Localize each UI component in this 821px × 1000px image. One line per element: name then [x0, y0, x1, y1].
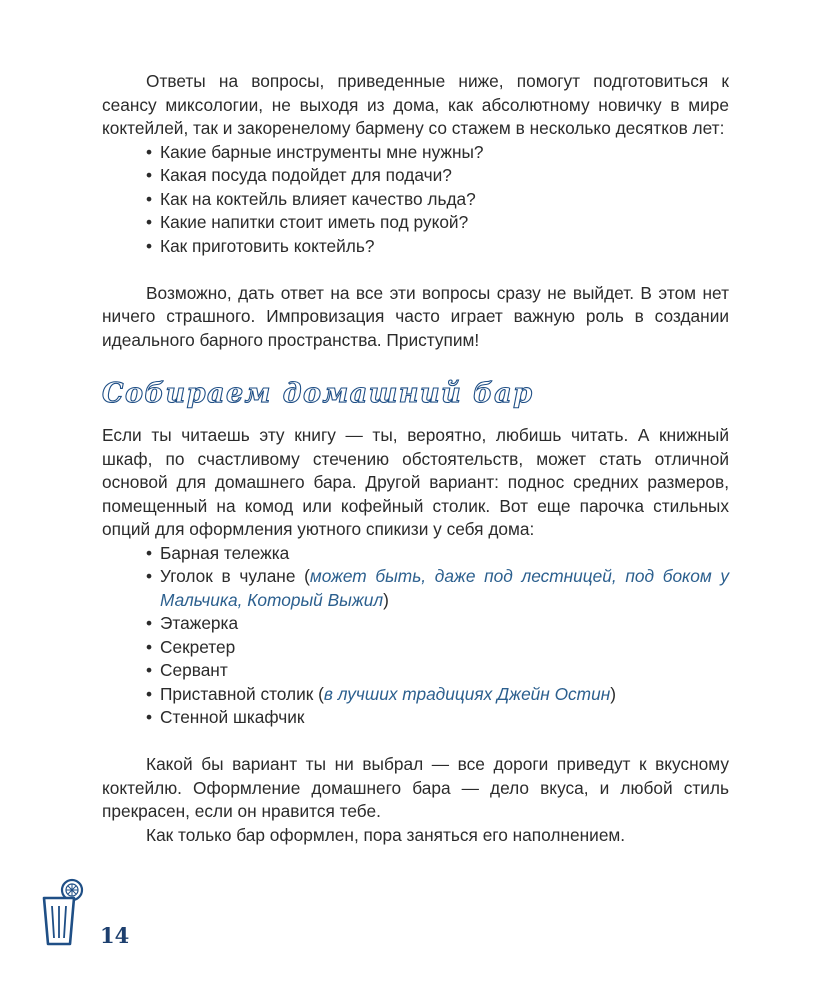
spacer	[102, 258, 729, 282]
list-item	[146, 565, 729, 612]
section-paragraph: Если ты читаешь эту книгу — ты, вероятно, любишь читать. А книжный шкаф, по счастливому стечению обстоятельств, может стать отличной основой для домашнего бара. Другой вариант: поднос средних размеров, помещенный на комод или кофейный столик. Вот еще парочка стильных опций для оформления уютного спикизи у себя дома:	[102, 425, 729, 539]
page-content	[102, 70, 729, 847]
section-heading	[102, 376, 729, 412]
cocktail-glass-icon	[38, 876, 88, 948]
option-text: Уголок в чулане (	[160, 566, 310, 586]
list-item	[146, 542, 729, 566]
list-item	[146, 612, 729, 636]
option-text: Приставной столик (	[160, 683, 324, 704]
option-note: может быть, даже под лестницей, под боком у Мальчика, Который Выжил	[160, 566, 729, 610]
intro-paragraph: Ответы на вопросы, приведенные ниже, помогут подготовиться к сеансу миксологии, не выходя из дома, как абсолютному новичку в мире коктейлей, так и закоренелому бармену со стажем в несколько десятков лет:	[102, 71, 729, 138]
list-item	[146, 706, 729, 730]
option-note: в лучших традициях Джейн Остин	[323, 683, 611, 704]
page-number: 14	[100, 923, 130, 948]
section-final-paragraph: Как только бар оформлен, пора заняться его наполнением.	[146, 824, 626, 845]
list-item: • Какие барные инструменты мне нужны?	[146, 141, 729, 165]
options-list	[102, 542, 729, 730]
option-text: Секретер	[160, 636, 236, 657]
option-text: Этажерка	[160, 613, 239, 633]
option-after: )	[383, 589, 389, 610]
option-text: Стенной шкафчик	[160, 707, 305, 727]
list-item: • Как на коктейль влияет качество льда?	[146, 188, 729, 212]
list-item	[146, 683, 729, 707]
list-item	[146, 659, 729, 683]
intro-closing-paragraph: Возможно, дать ответ на все эти вопросы сразу не выйдет. В этом нет ничего страшного. Импровизация часто играет важную роль в создании идеального барного пространства. Приступим!	[102, 282, 729, 350]
option-text: Сервант	[160, 660, 228, 680]
list-item: • Какая посуда подойдет для подачи?	[146, 164, 729, 188]
section-closing-paragraph: Какой бы вариант ты ни выбрал — все дороги приведут к вкусному коктейлю. Оформление домашнего бара — дело вкуса, и любой стиль прекрасен, если он нравится тебе.	[102, 754, 729, 821]
questions-list	[102, 141, 729, 259]
spacer	[102, 730, 729, 754]
list-item: • Как приготовить коктейль?	[146, 235, 729, 259]
section-heading-text: Собираем домашний бар	[102, 378, 534, 409]
option-text: Барная тележка	[160, 542, 290, 563]
list-item: • Какие напитки стоит иметь под рукой?	[146, 211, 729, 235]
option-after: )	[610, 683, 616, 704]
list-item	[146, 636, 729, 660]
